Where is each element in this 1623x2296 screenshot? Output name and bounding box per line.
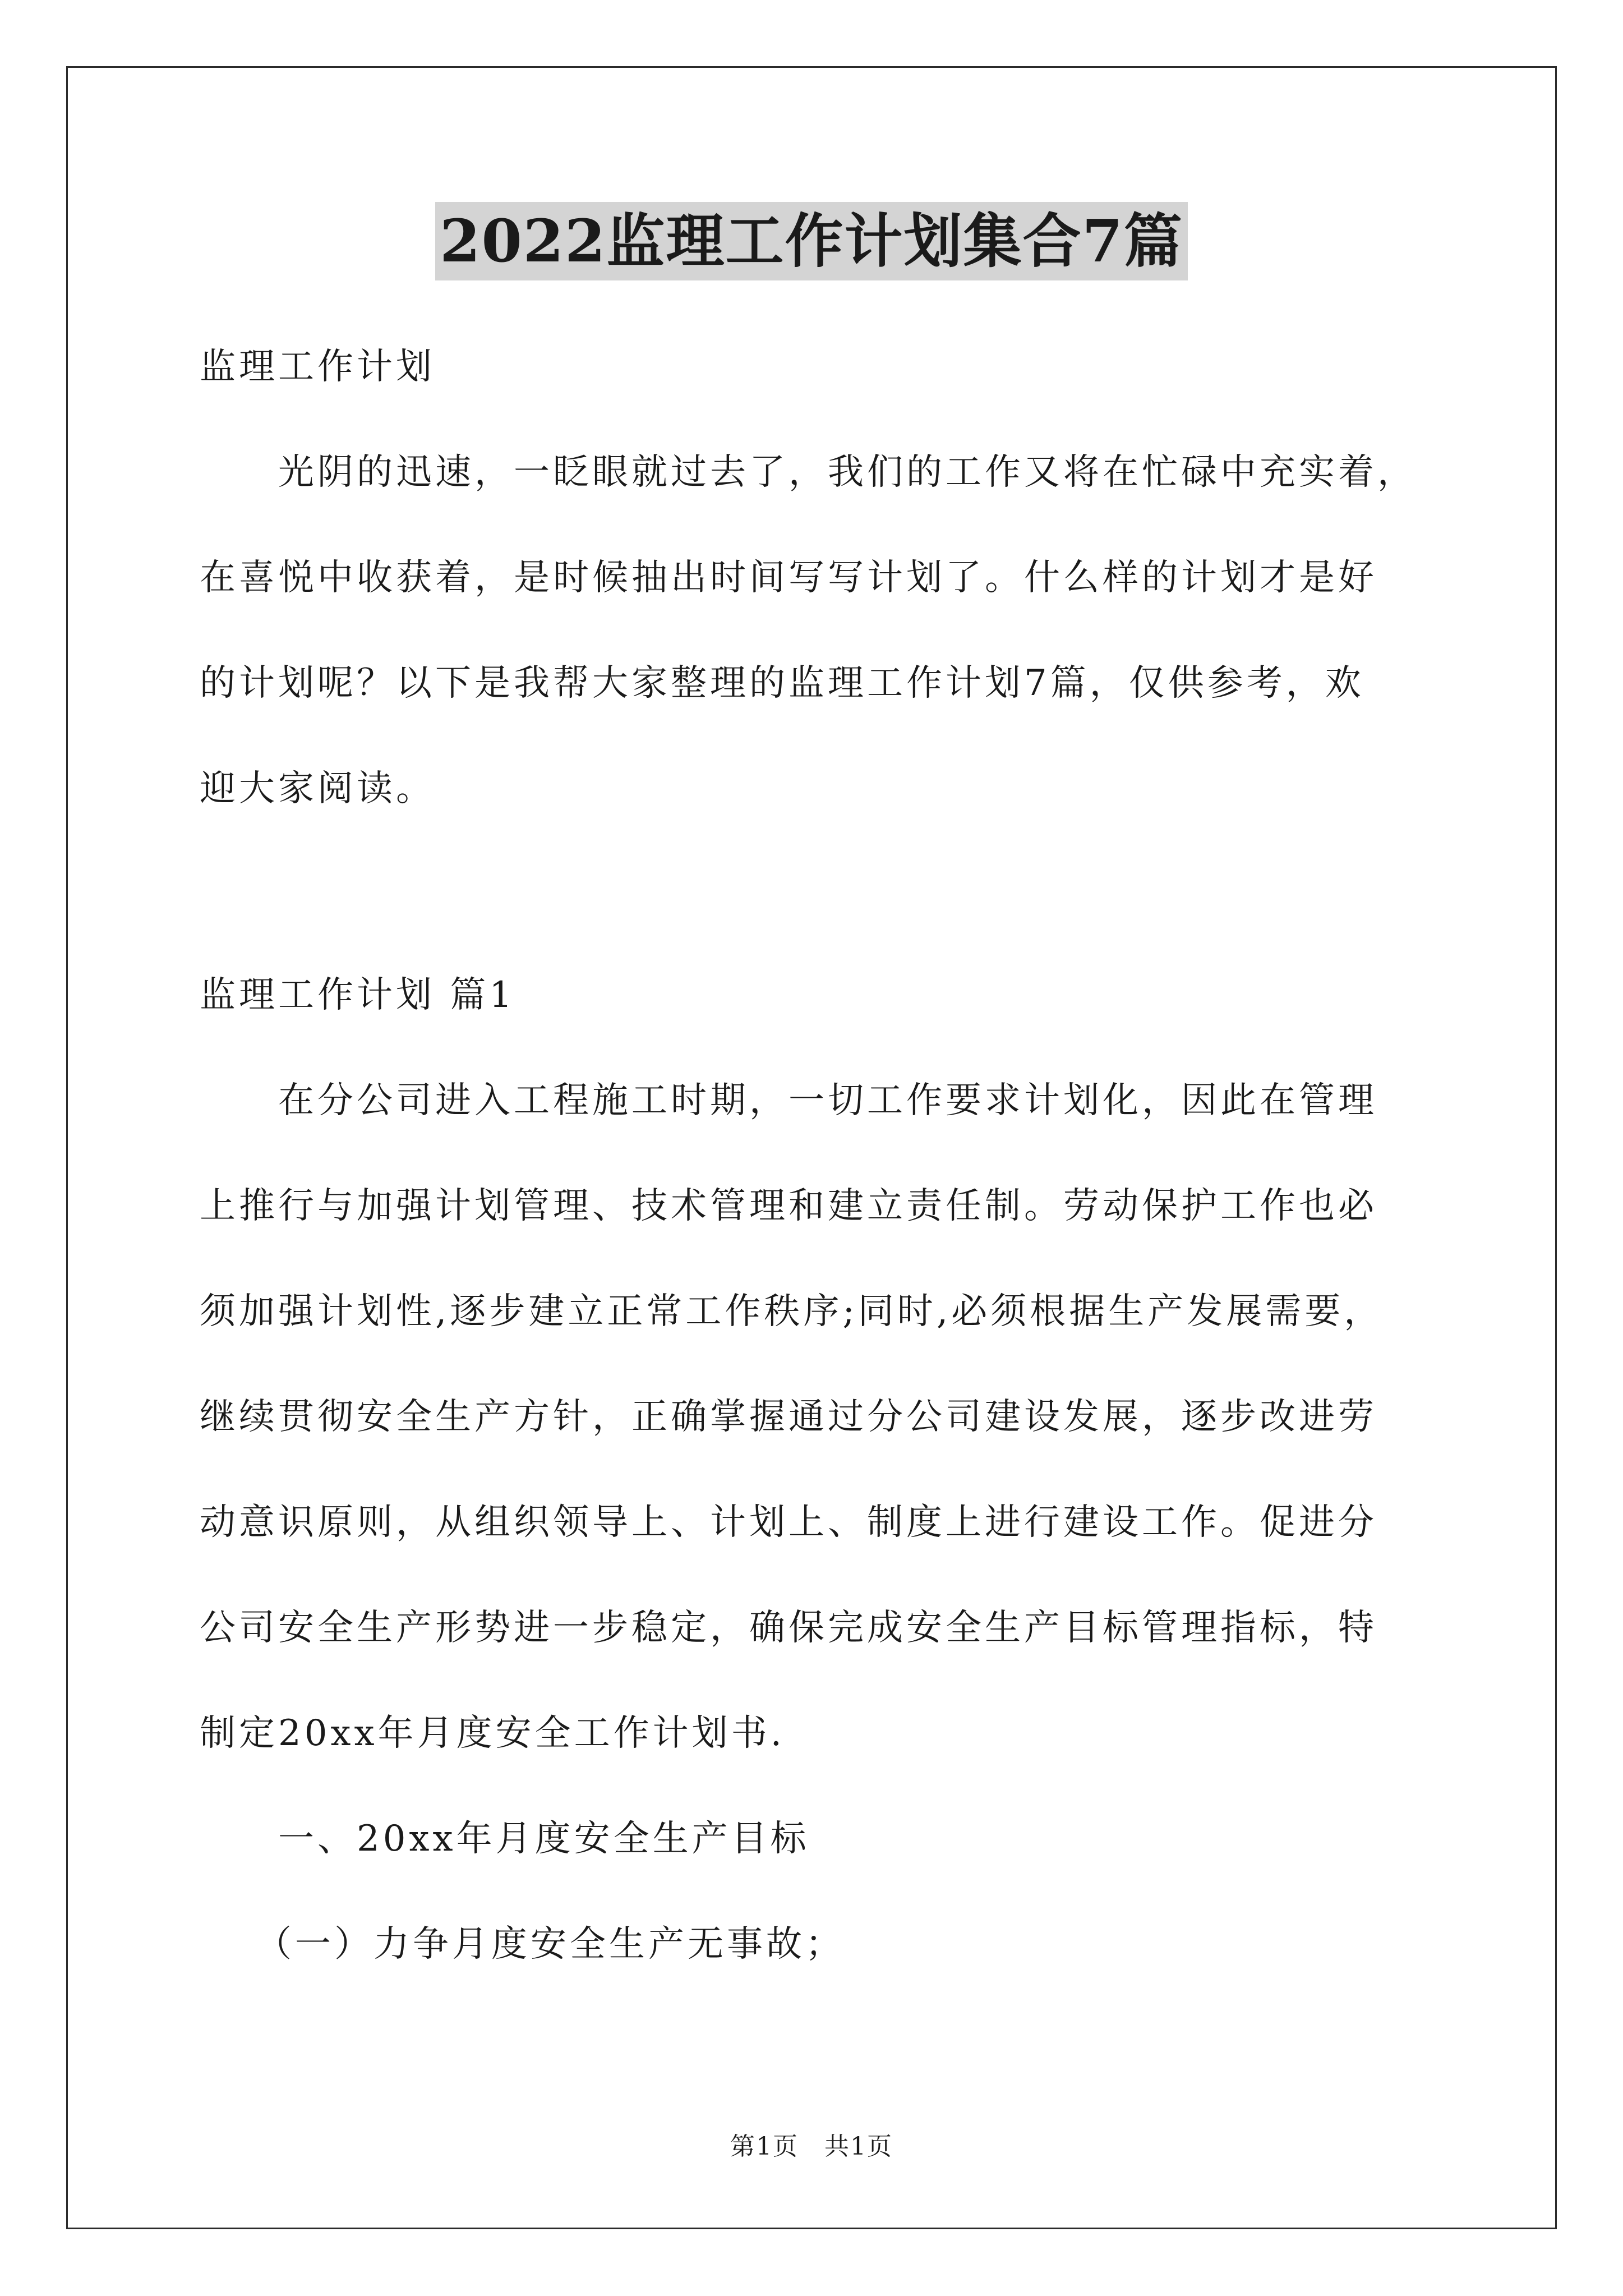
document-title: 2022监理工作计划集合7篇 xyxy=(435,202,1188,280)
intro-line: 光阴的迅速，一眨眼就过去了，我们的工作又将在忙碌中充实着， xyxy=(278,452,1417,493)
section1-heading: 监理工作计划 篇1 xyxy=(200,974,516,1016)
section1-line: 须加强计划性,逐步建立正常工作秩序;同时,必须根据生产发展需要， xyxy=(200,1291,1384,1332)
title-wrap xyxy=(0,202,1623,280)
list-item-heading: 一、20xx年月度安全生产目标 xyxy=(278,1818,810,1860)
document-body xyxy=(200,314,1433,1997)
section1-line: 制定20xx年月度安全工作计划书. xyxy=(200,1713,785,1754)
section1-line: 上推行与加强计划管理、技术管理和建立责任制。劳动保护工作也必 xyxy=(200,1185,1377,1227)
intro-line: 迎大家阅读。 xyxy=(200,768,435,809)
intro-line: 的计划呢？以下是我帮大家整理的监理工作计划7篇，仅供参考，欢 xyxy=(200,662,1364,704)
list-item: （一）力争月度安全生产无事故； xyxy=(256,1924,845,1965)
section1-line: 继续贯彻安全生产方针，正确掌握通过分公司建设发展，逐步改进劳 xyxy=(200,1396,1377,1438)
section1-line: 动意识原则，从组织领导上、计划上、制度上进行建设工作。促进分 xyxy=(200,1502,1377,1543)
page-footer: 第1页 共1页 xyxy=(730,2132,893,2161)
section1-line: 在分公司进入工程施工时期，一切工作要求计划化，因此在管理 xyxy=(278,1080,1377,1121)
intro-line: 在喜悦中收获着，是时候抽出时间写写计划了。什么样的计划才是好 xyxy=(200,557,1377,599)
section1-line: 公司安全生产形势进一步稳定，确保完成安全生产目标管理指标，特 xyxy=(200,1607,1377,1649)
intro-heading: 监理工作计划 xyxy=(200,346,435,388)
section-gap xyxy=(200,841,1433,942)
